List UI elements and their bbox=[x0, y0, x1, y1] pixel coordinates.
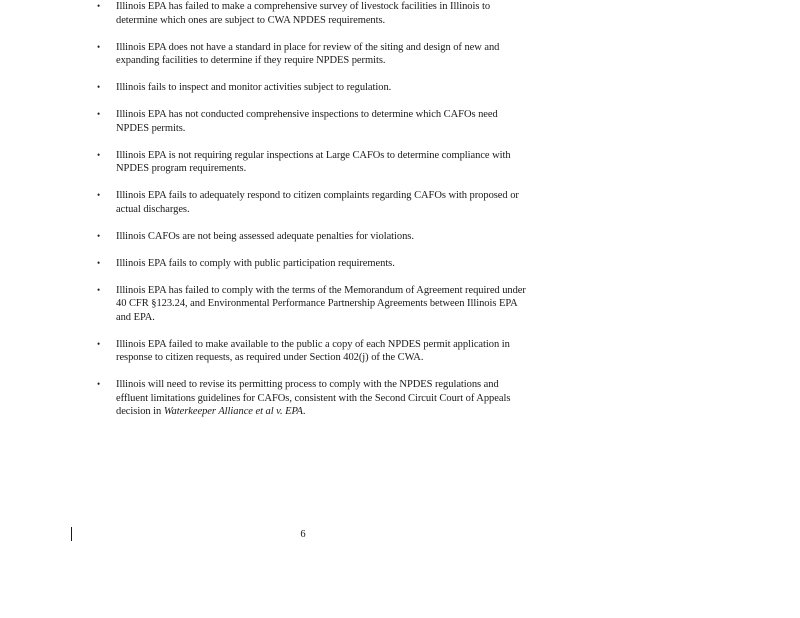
finding-text: Illinois EPA fails to adequately respond to citizen complaints regarding CAFOs with proposed or actual discharges. bbox=[116, 190, 519, 215]
finding-text-lead: Illinois will need to revise its permitting process to comply with the NPDES regulations and effluent limitations guidelines for CAFOs, consistent with the Second Circuit Court of Appeals decision in bbox=[116, 379, 511, 417]
list-item bbox=[97, 41, 527, 68]
bullet-icon: • bbox=[97, 41, 101, 52]
page-number: 6 bbox=[300, 529, 306, 540]
case-name: Waterkeeper Alliance et al v. EPA bbox=[163, 406, 303, 417]
bullet-icon: • bbox=[97, 257, 101, 268]
finding-text: Illinois fails to inspect and monitor activities subject to regulation. bbox=[116, 82, 392, 93]
bullet-icon: • bbox=[97, 338, 101, 349]
bullet-icon: • bbox=[97, 82, 101, 92]
list-item bbox=[97, 81, 527, 95]
finding-text: Illinois EPA has failed to make a comprehensive survey of livestock facilities in Illinois to determine which ones are subject to CWA NPDES requirements. bbox=[116, 1, 491, 26]
finding-text: Illinois EPA failed to make available to the public a copy of each NPDES permit application in response to citizen requests, as required under Section 402(j) of the CWA. bbox=[116, 338, 510, 363]
finding-text: Illinois EPA has failed to comply with the terms of the Memorandum of Agreement required under 40 CFR §123.24, and Environmental Performance Partnership Agreements between Illinois EPA and EPA. bbox=[116, 284, 526, 323]
bullet-icon: • bbox=[97, 190, 101, 200]
list-item bbox=[97, 108, 527, 135]
bullet-icon: • bbox=[97, 109, 101, 119]
list-item bbox=[97, 284, 527, 325]
revision-margin-bar bbox=[71, 527, 72, 541]
list-item bbox=[97, 257, 527, 271]
bullet-icon: • bbox=[97, 284, 101, 295]
findings-list bbox=[97, 0, 527, 432]
finding-text: Illinois EPA fails to comply with public participation requirements. bbox=[116, 257, 395, 269]
bullet-icon: • bbox=[97, 379, 101, 389]
list-item bbox=[97, 189, 527, 216]
bullet-icon: • bbox=[97, 149, 101, 160]
list-item bbox=[97, 378, 527, 419]
bullet-icon: • bbox=[97, 230, 101, 241]
finding-text: Illinois EPA is not requiring regular inspections at Large CAFOs to determine compliance with NPDES program requirements. bbox=[116, 149, 511, 174]
finding-text: Illinois CAFOs are not being assessed adequate penalties for violations. bbox=[116, 230, 414, 242]
list-item bbox=[97, 0, 527, 27]
list-item bbox=[97, 338, 527, 365]
finding-text: Illinois EPA has not conducted comprehensive inspections to determine which CAFOs need NPDES permits. bbox=[116, 109, 498, 134]
list-item bbox=[97, 230, 527, 244]
finding-text bbox=[116, 379, 510, 417]
bullet-icon: • bbox=[97, 1, 101, 11]
finding-text: Illinois EPA does not have a standard in place for review of the siting and design of new and expanding facilities to determine if they require NPDES permits. bbox=[116, 41, 500, 66]
list-item bbox=[97, 149, 527, 176]
finding-text-suffix: . bbox=[302, 406, 306, 417]
